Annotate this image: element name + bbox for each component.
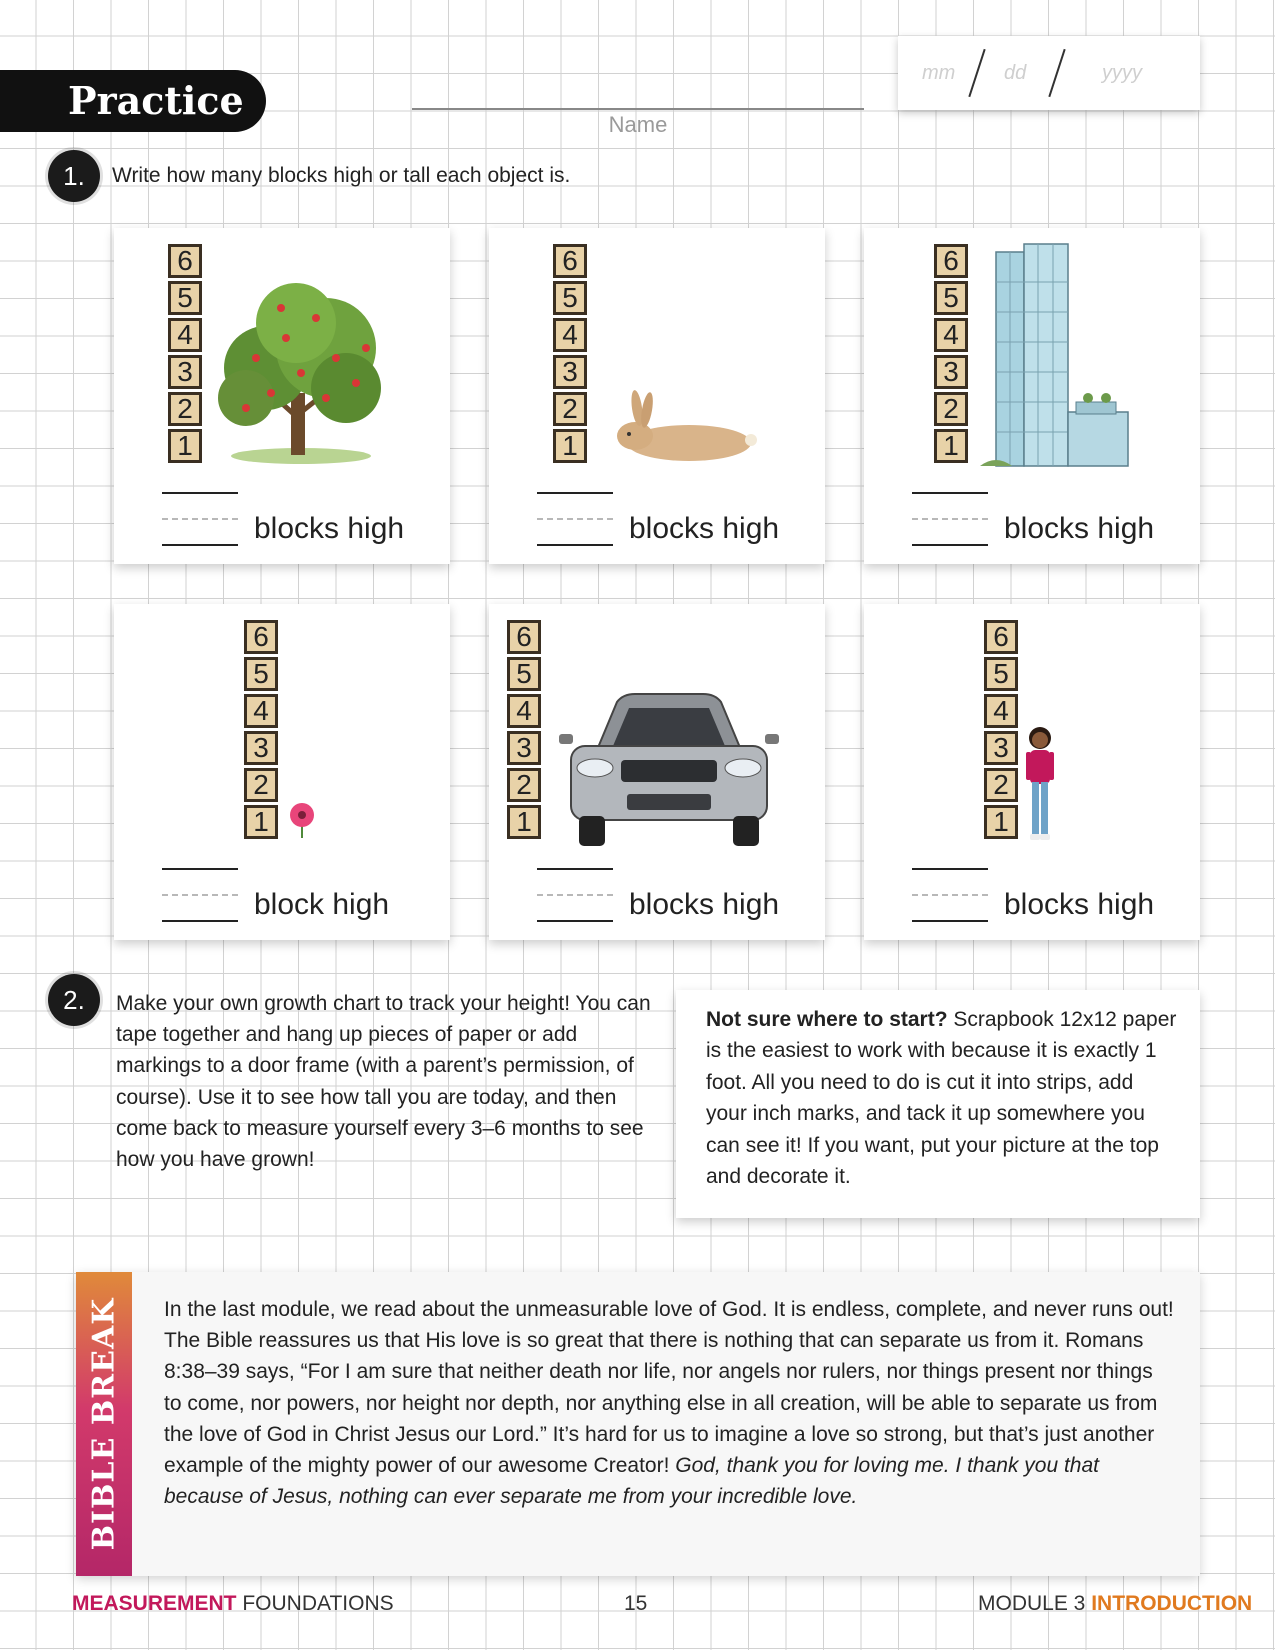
- bible-break-tab: [76, 1272, 132, 1576]
- block-label: 6: [562, 245, 578, 276]
- bible-break-body: In the last module, we read about the unmeasurable love of God. It is endless, complete, and never runs out! The Bible reassures us that His love is so great that there is nothing that can separate us from it. Romans 8:38–39 says, “For I am sure that neither death nor life, nor angels nor rulers, nor things present nor things to come, nor powers, nor height nor depth, nor anything else in all creation, will be able to separate us from the love of God in Christ Jesus our Lord.” It’s hard for us to imagine a love so strong, but that’s just another example of the mighty power of our awesome Creator!: [164, 1298, 1174, 1478]
- card-rabbit: [489, 228, 825, 564]
- block-label: 6: [253, 621, 269, 652]
- block-stack: [507, 620, 541, 842]
- footer-module: MODULE 3: [978, 1592, 1092, 1615]
- month-placeholder[interactable]: mm: [922, 62, 956, 84]
- question-1-instruction: Write how many blocks high or tall each object is.: [112, 164, 571, 187]
- flower-icon: [284, 800, 320, 840]
- block-label: 2: [943, 393, 959, 424]
- block-label: 5: [177, 282, 193, 313]
- rabbit-icon: [599, 388, 759, 468]
- card-tree: [114, 228, 450, 564]
- block-label: 4: [993, 695, 1009, 726]
- question-number-1: 1.: [48, 150, 100, 202]
- block-label: 4: [943, 319, 959, 350]
- unit-label: blocks high: [629, 888, 780, 921]
- practice-banner: [0, 70, 266, 132]
- block-label: 5: [943, 282, 959, 313]
- card-building: [864, 228, 1200, 564]
- tree-icon: [206, 278, 396, 468]
- block-stack: [168, 244, 202, 466]
- bible-break-prayer: God, thank you for loving me. I thank you that because of Jesus, nothing can ever separate me from your incredible love.: [164, 1454, 1099, 1509]
- question-number-2: 2.: [48, 974, 100, 1026]
- block-label: 5: [993, 658, 1009, 689]
- building-icon: [976, 242, 1136, 474]
- bible-break-box: [76, 1272, 1200, 1576]
- block-label: 6: [177, 245, 193, 276]
- unit-label: block high: [254, 888, 390, 921]
- block-label: 2: [253, 769, 269, 800]
- block-label: 1: [562, 430, 578, 461]
- block-label: 3: [177, 356, 193, 387]
- day-placeholder[interactable]: dd: [1004, 62, 1027, 84]
- block-label: 3: [993, 732, 1009, 763]
- block-label: 5: [516, 658, 532, 689]
- date-slash: [1048, 49, 1065, 97]
- block-label: 6: [993, 621, 1009, 652]
- block-stack: [553, 244, 587, 466]
- unit-label: blocks high: [1004, 888, 1155, 921]
- block-label: 4: [516, 695, 532, 726]
- page-title: Practice: [68, 78, 244, 123]
- block-label: 1: [943, 430, 959, 461]
- block-label: 1: [177, 430, 193, 461]
- tip-body: Scrapbook 12x12 paper is the easiest to work with because it is exactly 1 foot. All you need to do is cut it into strips, add your inch marks, and tack it up somewhere you can see it! If you want, put your picture at the top and decorate it.: [706, 1008, 1177, 1189]
- tip-lead: Not sure where to start?: [706, 1008, 948, 1031]
- unit-label: blocks high: [254, 512, 405, 545]
- card-flower: [114, 604, 450, 940]
- block-label: 5: [253, 658, 269, 689]
- block-label: 2: [516, 769, 532, 800]
- block-label: 5: [562, 282, 578, 313]
- tip-box: [676, 990, 1200, 1218]
- block-stack: [244, 620, 278, 842]
- block-label: 1: [993, 806, 1009, 837]
- block-label: 4: [562, 319, 578, 350]
- block-label: 2: [177, 393, 193, 424]
- date-slash: [968, 49, 985, 97]
- footer-section: INTRODUCTION: [1091, 1592, 1253, 1615]
- block-label: 2: [993, 769, 1009, 800]
- unit-label: blocks high: [629, 512, 780, 545]
- girl-icon: [1022, 726, 1058, 844]
- date-box[interactable]: [898, 36, 1200, 110]
- name-label: Name: [608, 112, 668, 137]
- page-number: 15: [624, 1592, 648, 1615]
- footer-left: [72, 1592, 394, 1616]
- block-label: 3: [516, 732, 532, 763]
- block-label: 2: [562, 393, 578, 424]
- block-stack: [984, 620, 1018, 842]
- block-label: 3: [943, 356, 959, 387]
- card-girl: [864, 604, 1200, 940]
- block-label: 4: [253, 695, 269, 726]
- car-icon: [557, 690, 779, 850]
- block-label: 6: [943, 245, 959, 276]
- bible-break-label: BIBLE BREAK: [86, 1297, 122, 1551]
- unit-label: blocks high: [1004, 512, 1155, 545]
- block-label: 3: [562, 356, 578, 387]
- block-label: 6: [516, 621, 532, 652]
- block-label: 1: [516, 806, 532, 837]
- bible-break-text: [164, 1294, 1176, 1512]
- card-car: [489, 604, 825, 940]
- block-stack: [934, 244, 968, 466]
- question-2-text: Make your own growth chart to track your height! You can tape together and hang up pieces of paper or add markings to a door frame (with a parent’s permission, of course). Use it to see how tall you are today, and then come back to measure yourself every 3–6 months to see how you have grown!: [116, 992, 651, 1172]
- year-placeholder[interactable]: yyyy: [1102, 62, 1142, 84]
- block-label: 3: [253, 732, 269, 763]
- block-label: 1: [253, 806, 269, 837]
- name-line[interactable]: [412, 108, 864, 110]
- block-label: 4: [177, 319, 193, 350]
- footer-subject: MEASUREMENT: [72, 1592, 237, 1615]
- footer-series: FOUNDATIONS: [236, 1592, 394, 1615]
- footer-right: [978, 1592, 1252, 1616]
